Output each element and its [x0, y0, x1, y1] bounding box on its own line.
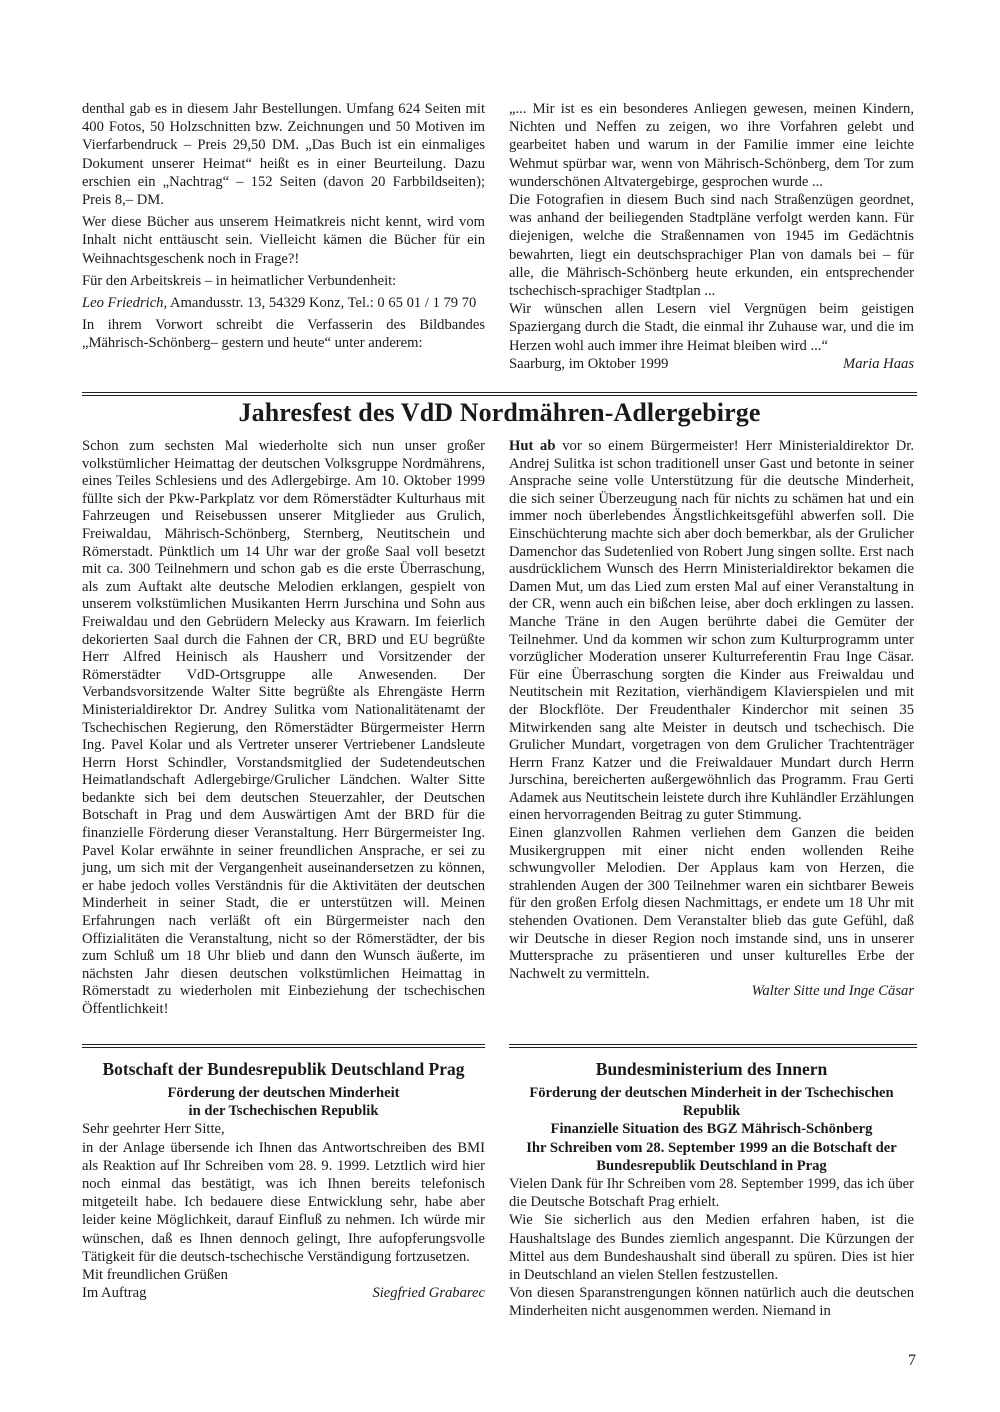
- letter-body: in der Anlage übersende ich Ihnen das Antwortschreiben des BMI als Reaktion auf Ihr Schreiben vom 28. 9. 1999. Letztlich wird hier noch einmal das bestätigt, was ich Ihnen bereits telefonisch mitgeteilt habe. Ich bedauere diese Entwicklung sehr, habe aber leider keine Möglichkeit, darauf Einfluß zu nehmen. Ich würde mir wünschen, daß es Ihnen dennoch gelingt, Ihre aufopferungsvolle Tätigkeit für die deutsch-tschechische Verständigung fortzusetzen.: [82, 1139, 485, 1265]
- article-right-column: [509, 438, 914, 1001]
- paragraph: Vielen Dank für Ihr Schreiben vom 28. September 1999, das ich über die Deutsche Botschaft Prag erhielt.: [509, 1176, 914, 1211]
- signature-line: [82, 1284, 485, 1302]
- paragraph: denthal gab es in diesem Jahr Bestellungen. Umfang 624 Seiten mit 400 Fotos, 50 Holzschnitten bzw. Zeichnungen und 50 Motiven im Vierfarbendruck – Preis 29,50 DM. „Das Buch ist ein einmaliges Dokument unserer Heimat“ heißt es in einer Beurteilung. Dazu erschien ein „Nachtrag“ – 152 Seiten (davon 20 Farbbildseiten); Preis 8,– DM.: [82, 101, 485, 209]
- section-divider: [82, 392, 917, 396]
- section-subtitle: Förderung der deutschen Minderheit in der Tschechischen Republik: [529, 1085, 894, 1120]
- paragraph: Wie Sie sicherlich aus den Medien erfahren haben, ist die Haushaltslage des Bundes ziemlich angespannt. Die Kürzungen der Mittel aus dem Bundeshaushalt sind überall zu spüren. Dies ist hier in Deutschland an vielen Stellen festzustellen.: [509, 1212, 914, 1284]
- section-divider-left: [82, 1044, 485, 1048]
- section-title: Bundesministerium des Innern: [595, 1059, 828, 1079]
- auftrag: Im Auftrag: [82, 1285, 147, 1302]
- botschaft-letter: [82, 1058, 485, 1302]
- section-subtitle: Ihr Schreiben vom 28. September 1999 an die Botschaft der Bundesrepublik Deutschland in Prag: [526, 1139, 897, 1174]
- section-subtitle: Finanzielle Situation des BGZ Mährisch-Schönberg: [550, 1121, 873, 1138]
- article-paragraph: Hut ab vor so einem Bürgermeister! Herr Ministerialdirektor Dr. Andrej Sulitka ist schon traditionell unser Gast und betonte in seiner Ansprache seine volle Unterstützung für die deutsche Minderheit, die sich seiner Überzeugung nach für nichts zu schämen hat und ein immer noch überlebendes Ängstlichkeitsgefühl abwerfen soll. Die Einschüchterung machte sich aber doch bemerkbar, als der Grulicher Damenchor das Sudetenlied von Robert Jung singen sollte. Erst nach ausdrücklichem Wunsch des Herrn Ministerialdirektor bekamen die Damen Mut, um das Lied zum ersten Mal auf einer Veranstaltung in der CR, wenn auch ein bißchen leise, aber doch erklingen zu lassen. Manche Träne in den Augen berührte dabei die Gemüter der Teilnehmer. Und da kommen wir schon zum Kulturprogramm unter vorzüglicher Moderation unserer Kulturreferentin Frau Inge Cäsar. Für eine Überraschung sorgten die Kinder aus Freiwaldau und Neutitschein mit Rezitation, vierhändigem Klavierspielen und mit der Blockflöte. Der Freudenthaler Kinderchor mit seinen 35 Mitwirkenden sang alte Meister in deutsch und tschechisch. Die Grulicher Mundart, vorgetragen von dem Grulicher Trachtenträger Herrn Franz Katzer und die Freiwaldauer Mundart durch Herrn Jurschina, bereicherten außergewöhnlich das Programm. Frau Gerti Adamek aus Neutitschein leistete durch ihre Kuhländler Erzählungen einen hervorragenden Beitrag zu guter Stimmung.: [509, 438, 915, 824]
- contact-line: [82, 294, 485, 312]
- paragraph: Von diesen Sparanstrengungen können natürlich auch die deutschen Minderheiten nicht ausgenommen werden. Niemand in: [509, 1285, 914, 1320]
- greeting: Sehr geehrter Herr Sitte,: [82, 1121, 225, 1138]
- article-paragraph: Einen glanzvollen Rahmen verliehen dem Ganzen die beiden Musikergruppen mit einer nicht enden wollenden Reihe schwungvoller Melodien. Der Applaus kam von Herzen, die strahlenden Augen der 300 Teilnehmer waren ein sichtbarer Beweis für den großen Erfolg diesen Nachmittags, er endete um 18 Uhr mit stehenden Ovationen. Dem Veranstalter blieb das gute Gefühl, daß wir Deutsche in dieser Region noch imstande sind, uns in unserer Muttersprache zu präsentieren und unser kulturelles Erbe der Nachwelt zu vermitteln.: [509, 825, 914, 982]
- quote-paragraph: „... Mir ist es ein besonderes Anliegen gewesen, meinen Kindern, Nichten und Neffen zu zeigen, wo ihre Vorfahren gelebt und gearbeitet haben und warum in der Familie immer eine leichte Wehmut spürbar war, wenn von Mährisch-Schönberg, dem Tor zum wunderschönen Altvatergebirge, gesprochen wurde ...: [509, 101, 914, 190]
- section-divider-right: [509, 1044, 917, 1048]
- quote-paragraph: Die Fotografien in diesem Buch sind nach Straßenzügen geordnet, was anhand der beiliegenden Stadtpläne verfolgt werden kann. Für diejenigen, welche die Straßennamen von 1945 im Gedächtnis bewahrten, liegt ein deutschsprachiger Plan von damals bei – für alle, die Mährisch-Schönberg heute erkunden, ein entsprechender tschechisch-sprachiger Stadtplan ...: [509, 192, 914, 300]
- paragraph: Für den Arbeitskreis – in heimatlicher Verbundenheit:: [82, 272, 397, 289]
- bmi-letter: [509, 1058, 914, 1321]
- article-text: Schon zum sechsten Mal wiederholte sich nun unser großer volkstümlicher Heimattag der deutschen Volksgruppe Nordmährens, eines Teiles Schlesiens und des Adlergebirge. Am 10. Oktober 1999 füllte sich der Pkw-Parkplatz vor dem Römerstädter Kulturhaus mit Fahrzeugen und Reisebussen unserer Mitglieder aus Grulich, Freiwaldau, Mährisch-Schönberg, Sternberg, Neutitschein und Römerstadt. Pünktlich um 14 Uhr war der große Saal voll besetzt mit ca. 300 Teilnehmern und schon gab es die erste Überraschung, als zum Auftakt alte deutsche Melodien erklangen, gespielt von unserem volkstümlichen Musikanten Herrn Jurschina und Sohn aus Freiwaldau und den Gebrüdern Melecky aus Krawarn. Im feierlich dekorierten Saal durch die Fahnen der CR, BRD und EU begrüßte Herr Alfred Heinisch als Hausherr und Vorsitzender der Römerstädter VdD-Ortsgruppe alle Anwesenden. Der Verbandsvorsitzende Walter Sitte begrüßte als Ehrengäste Herrn Ministerialdirektor Dr. Andrey Sulitka vom Nationalitätenamt der Tschechischen Regierung, den Römerstädter Bürgermeister Herrn Ing. Pavel Kolar und als Vertreter unserer Vertriebener Landsleute Herrn Horst Schindler, Vorstandsmitglied der Sudetendeutschen Heimatlandschaft Adlergebirge/Grulicher Ländchen. Walter Sitte bedankte sich bei dem deutschen Steuerzahler, der Deutschen Botschaft in Prag und dem Auswärtigen Amt der BRD für die finanzielle Förderung dieser Veranstaltung. Herr Bürgermeister Ing. Pavel Kolar erwähnte in seiner freundlichen Ansprache, er sei zu jung, um sich mit der Vergangenheit auseinandersetzen zu können, er habe jedoch volles Verständnis für die Aktivitäten der deutschen Minderheit in seiner Stadt, die er unterstützen will. Meinen Erfahrungen nach verläßt oft ein Bürgermeister nach den Offizialitäten die Veranstaltung, nicht so der Römerstädter, der bis zum Schluß um 18 Uhr blieb und dann den Wunsch äußerte, im nächsten Jahr diesen deutschen volkstümlichen Heimattag in Römerstadt zu wiederholen mit Einbeziehung der tschechischen Öffentlichkeit!: [82, 438, 485, 1017]
- quote-paragraph: Wir wünschen allen Lesern viel Vergnügen beim geistigen Spaziergang durch die Stadt, die einmal ihr Zuhause war, und die im Herzen wohl auch immer ihre Heimat bleiben wird ...“: [509, 301, 914, 354]
- contact-address: Amandusstr. 13, 54329 Konz, Tel.: 0 65 01 / 1 79 70: [167, 295, 477, 312]
- place-date: Saarburg, im Oktober 1999: [509, 355, 669, 372]
- article-headline: Jahresfest des VdD Nordmähren-Adlergebirge: [238, 398, 761, 427]
- signature-line: [509, 355, 914, 373]
- top-left-column: [82, 100, 485, 353]
- page-number: 7: [908, 1352, 916, 1369]
- closing: Mit freundlichen Grüßen: [82, 1267, 228, 1284]
- contact-name: Leo Friedrich,: [82, 295, 168, 312]
- paragraph: Wer diese Bücher aus unserem Heimatkreis nicht kennt, wird vom Inhalt nicht enttäuscht sein. Vielleicht kämen die Bücher für ein Weihnachtsgeschenk noch in Frage?!: [82, 214, 485, 267]
- article-signature: Walter Sitte und Inge Cäsar: [751, 983, 914, 1000]
- top-right-column: [509, 100, 914, 373]
- section-title: Botschaft der Bundesrepublik Deutschland Prag: [102, 1059, 465, 1079]
- lead-in: Hut ab: [509, 438, 556, 454]
- paragraph: In ihrem Vorwort schreibt die Verfasserin des Bildbandes „Mährisch-Schönberg– gestern und heute“ unter anderem:: [82, 317, 485, 352]
- section-subtitle: Förderung der deutschen Minderheit: [167, 1085, 400, 1101]
- section-subtitle: in der Tschechischen Republik: [188, 1103, 379, 1120]
- signature: Maria Haas: [843, 355, 914, 372]
- signature: Siegfried Grabarec: [372, 1285, 485, 1302]
- article-left-column: [82, 438, 485, 1019]
